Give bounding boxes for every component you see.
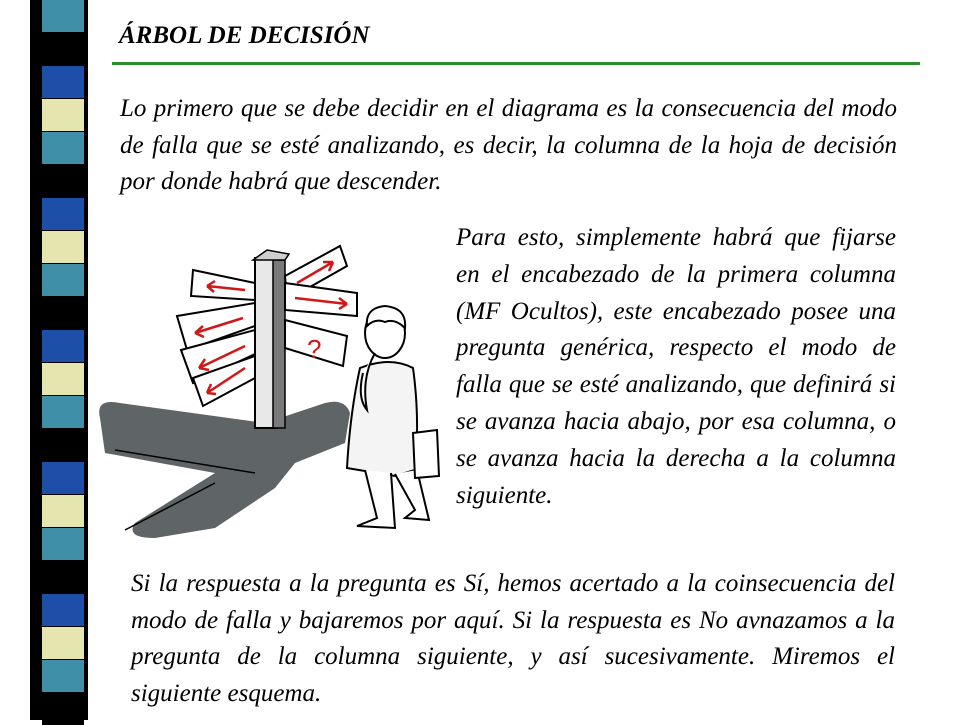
strip-tile <box>42 0 84 32</box>
strip-tile <box>42 264 84 296</box>
strip-tile <box>42 165 84 197</box>
strip-tile <box>42 297 84 329</box>
strip-tile <box>42 429 84 461</box>
strip-tile <box>42 99 84 131</box>
conclusion-paragraph: Si la respuesta a la pregunta es Sí, hemos acertado a la coinsecuencia del modo de falla y bajaremos por aquí. Si la respuesta es No avnazamos a la pregunta de la columna siguiente, y así sucesivamente. Miremos el siguiente esquema. <box>131 570 895 707</box>
sign-board-right-2 <box>285 283 357 316</box>
signpost-man-illustration <box>95 238 455 543</box>
question-mark: ? <box>307 334 322 364</box>
strip-tile <box>42 528 84 560</box>
explanation-paragraph: Para esto, simplemente habrá que fijarse en el encabezado de la primera columna (MF Ocultos), este encabezado posee una pregunta genérica, respecto el modo de falla que se esté analizando, que definirá si se avanza hacia abajo, por esa columna, o se avanza hacia la derecha a la columna siguiente. <box>456 224 896 509</box>
strip-tile <box>42 561 84 593</box>
strip-tile <box>42 132 84 164</box>
man-body <box>347 362 417 476</box>
strip-tile <box>42 660 84 692</box>
man-briefcase <box>413 430 439 478</box>
sign-board-left-1 <box>191 270 255 300</box>
signpost-pole-side <box>273 260 285 428</box>
strip-tile <box>42 594 84 626</box>
man-leg-left <box>357 470 395 528</box>
strip-tile <box>42 330 84 362</box>
strip-tile <box>42 495 84 527</box>
strip-tile <box>42 198 84 230</box>
signpost-cap <box>253 250 289 260</box>
strip-tile <box>42 363 84 395</box>
intro-paragraph: Lo primero que se debe decidir en el diagrama es la consecuencia del modo de falla que se esté analizando, es decir, la columna de la hoja de decisión por donde habrá que descender. <box>120 95 897 196</box>
strip-tile <box>42 66 84 98</box>
title-underline <box>112 62 920 65</box>
slide-title: ÁRBOL DE DECISIÓN <box>119 22 370 49</box>
strip-tile <box>42 462 84 494</box>
signpost-shadow <box>99 402 350 538</box>
strip-tile <box>42 627 84 659</box>
strip-tile <box>42 693 84 725</box>
strip-tile <box>42 231 84 263</box>
strip-tile <box>42 396 84 428</box>
strip-tile <box>42 33 84 65</box>
